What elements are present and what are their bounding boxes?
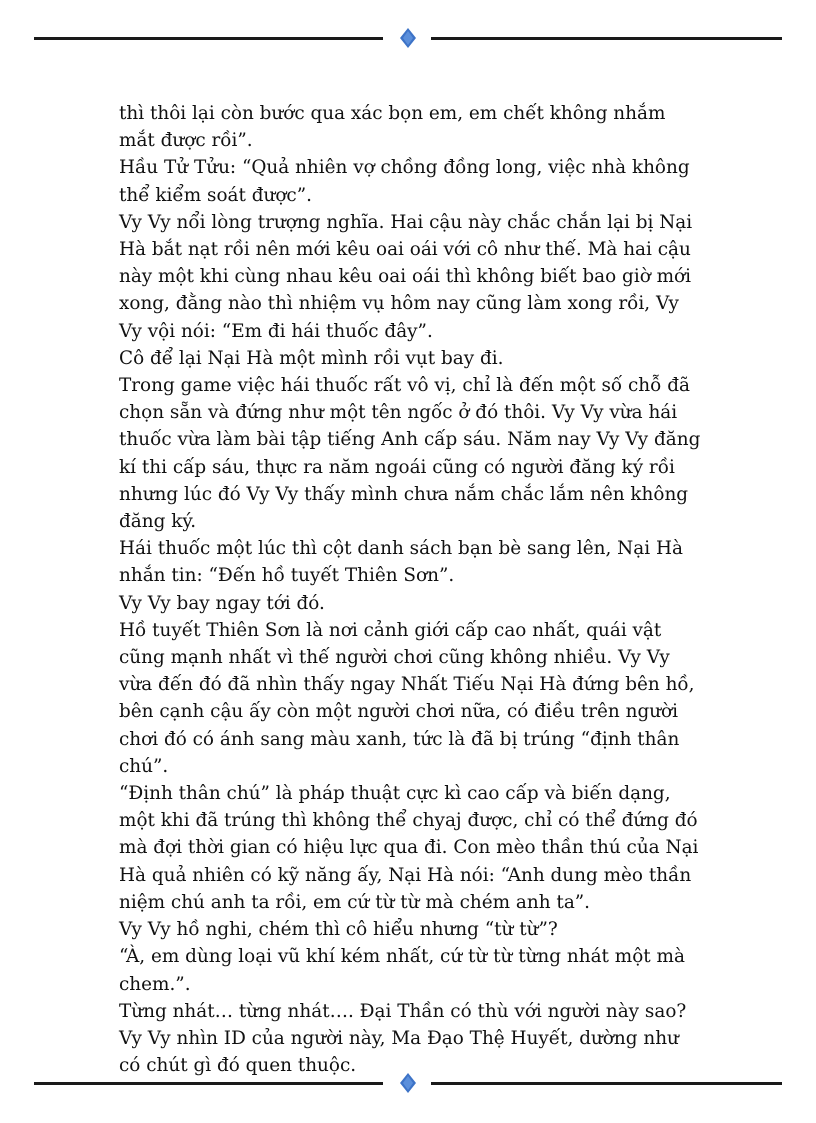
paragraph: Vy Vy hồ nghi, chém thì cô hiểu nhưng “từ từ”? xyxy=(119,919,558,941)
bottom-ornament xyxy=(34,1073,782,1093)
paragraph: Vy Vy bay ngay tới đó. xyxy=(119,592,325,614)
top-ornament xyxy=(34,28,782,48)
diamond-icon xyxy=(400,1073,416,1093)
paragraph: thì thôi lại còn bước qua xác bọn em, em chết không nhắm mắt được rồi”. xyxy=(119,103,666,152)
paragraph: Trong game việc hái thuốc rất vô vị, chỉ là đến một số chỗ đã chọn sẵn và đứng như một tên ngốc ở đó thôi. Vy Vy vừa hái thuốc vừa làm bài tập tiếng Anh cấp sáu. Năm nay Vy Vy đăng kí thi cấp sáu, thực ra năm ngoái cũng có người đăng ký rồi nhưng lúc đó Vy Vy thấy mình chưa nắm chắc lắm nên không đăng ký. xyxy=(119,375,701,533)
bottom-rule-right xyxy=(431,1082,782,1085)
paragraph: Hái thuốc một lúc thì cột danh sách bạn bè sang lên, Nại Hà nhắn tin: “Đến hồ tuyết Thiên Sơn”. xyxy=(119,538,683,587)
paragraph: Hồ tuyết Thiên Sơn là nơi cảnh giới cấp cao nhất, quái vật cũng mạnh nhất vì thế người chơi cũng không nhiều. Vy Vy vừa đến đó đã nhìn thấy ngay Nhất Tiếu Nại Hà đứng bên hồ, bên cạnh cậu ấy còn một người chơi nữa, có điều trên người chơi đó có ánh sang màu xanh, tức là đã bị trúng “định thân chú”. xyxy=(119,619,695,777)
bottom-rule-left xyxy=(34,1082,383,1085)
paragraph: “À, em dùng loại vũ khí kém nhất, cứ từ từ từng nhát một mà chem.”. xyxy=(119,946,685,995)
top-rule-right xyxy=(431,37,782,40)
paragraph: Vy Vy nổi lòng trượng nghĩa. Hai cậu này chắc chắn lại bị Nại Hà bắt nạt rồi nên mới kêu oai oái với cô như thế. Mà hai cậu này một khi cùng nhau kêu oai oái thì không biết bao giờ mới xong, đằng nào thì nhiệm vụ hôm nay cũng làm xong rồi, Vy Vy vội nói: “Em đi hái thuốc đây”. xyxy=(119,211,693,342)
page-body xyxy=(119,100,704,1079)
paragraph: Cô để lại Nại Hà một mình rồi vụt bay đi. xyxy=(119,347,504,369)
paragraph: Từng nhát… từng nhát…. Đại Thần có thù với người này sao? Vy Vy nhìn ID của người này, Ma Đạo Thệ Huyết, dường như có chút gì đó quen thuộc. xyxy=(119,1000,687,1077)
paragraph: Hầu Tử Tửu: “Quả nhiên vợ chồng đồng long, việc nhà không thể kiểm soát được”. xyxy=(119,157,690,206)
paragraph: “Định thân chú” là pháp thuật cực kì cao cấp và biến dạng, một khi đã trúng thì không thể chyaj được, chỉ có thể đứng đó mà đợi thời gian có hiệu lực qua đi. Con mèo thần thú của Nại Hà quả nhiên có kỹ năng ấy, Nại Hà nói: “Anh dung mèo thần niệm chú anh ta rồi, em cứ từ từ mà chém anh ta”. xyxy=(119,783,699,913)
diamond-icon xyxy=(400,28,416,48)
top-rule-left xyxy=(34,37,383,40)
